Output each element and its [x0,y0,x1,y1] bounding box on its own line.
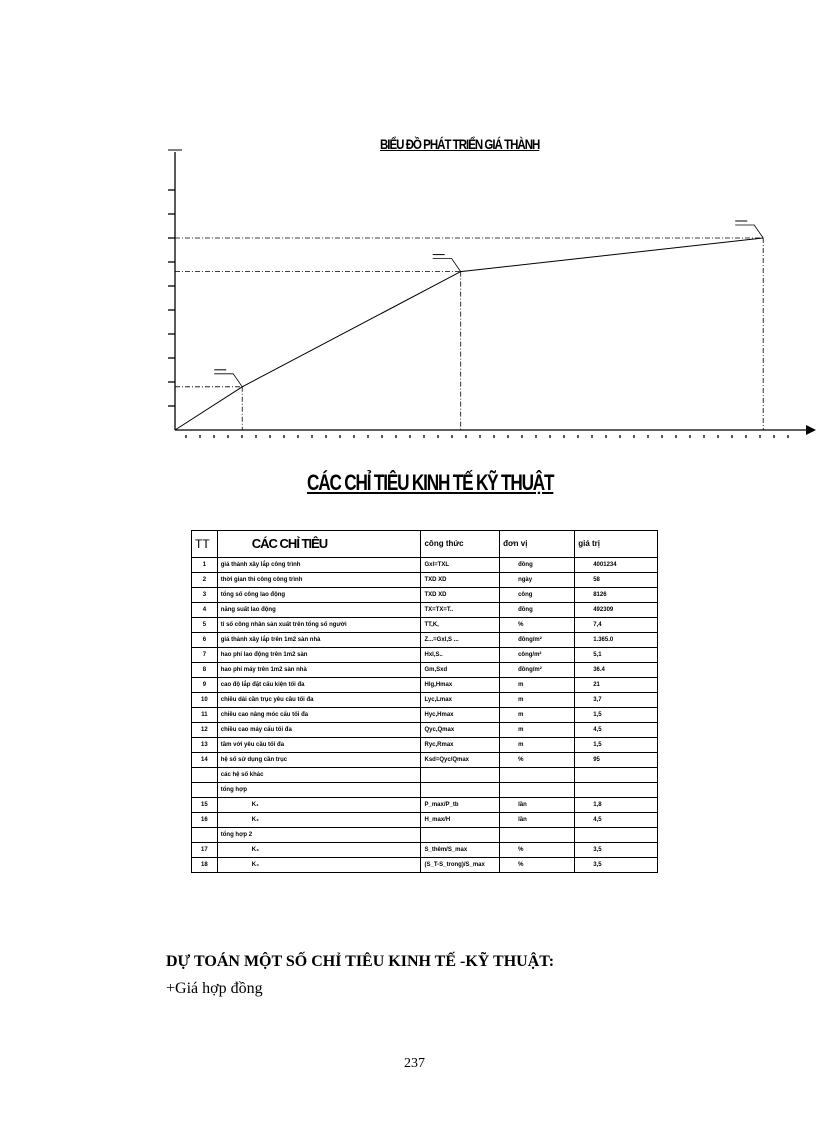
row-tt: 13 [192,738,218,753]
row-value: 3,7 [575,693,658,708]
row-unit: m [500,678,575,693]
row-criteria: thời gian thi công công trình [217,573,421,588]
row-formula: Hyc,Hmax [421,708,500,723]
row-criteria: K₁ [217,798,421,813]
row-unit: công [500,588,575,603]
table-row [192,768,658,783]
row-formula: TXD XD [421,573,500,588]
row-criteria: tầm với yêu cầu tối đa [217,738,421,753]
row-unit [500,828,575,843]
row-tt: 14 [192,753,218,768]
row-tt: 9 [192,678,218,693]
row-unit: lần [500,813,575,828]
header-value: giá trị [575,531,658,558]
table-row [192,648,658,663]
row-formula: Z...=Gxl,S ... [421,633,500,648]
row-value: 4,5 [575,813,658,828]
row-criteria: hao phí lao động trên 1m2 sàn [217,648,421,663]
row-value: 3,5 [575,858,658,873]
row-unit: % [500,753,575,768]
table-row [192,573,658,588]
row-unit: % [500,843,575,858]
row-criteria: K₂ [217,813,421,828]
table-row [192,633,658,648]
point-leader-line [214,374,242,387]
row-formula [421,783,500,798]
table-row [192,753,658,768]
header-criteria: CÁC CHỈ TIÊU [217,531,421,558]
point-leader-line [433,259,461,272]
row-value: 95 [575,753,658,768]
table-row [192,618,658,633]
row-tt: 10 [192,693,218,708]
row-formula: (S_T-S_trong)/S_max [421,858,500,873]
row-unit: % [500,858,575,873]
row-formula [421,828,500,843]
row-criteria: tỉ số công nhân sản xuất trên tổng số người [217,618,421,633]
row-criteria: chiều cao máy cẩu tối đa [217,723,421,738]
table-row [192,603,658,618]
table-row [192,588,658,603]
contract-price-label: +Giá hợp đồng [166,980,263,997]
section-heading: DỰ TOÁN MỘT SỐ CHỈ TIÊU KINH TẾ -KỸ THUẬT: [166,953,555,970]
row-tt: 2 [192,573,218,588]
row-unit [500,768,575,783]
row-tt: 4 [192,603,218,618]
row-formula: Hxl,S.. [421,648,500,663]
table-row [192,813,658,828]
row-value: 36.4 [575,663,658,678]
point-leader-line [735,225,763,238]
row-formula: Qyc,Qmax [421,723,500,738]
row-formula: Hlg,Hmax [421,678,500,693]
row-unit: đồng/m² [500,663,575,678]
row-unit: ngày [500,573,575,588]
row-tt: 3 [192,588,218,603]
series-line [175,238,763,430]
row-criteria: giá thành xây lắp trên 1m2 sàn nhà [217,633,421,648]
row-unit [500,783,575,798]
row-criteria: tổng số công lao động [217,588,421,603]
chart-axes [168,150,816,435]
row-criteria: tổng hợp [217,783,421,798]
row-formula: TX=TX=T.. [421,603,500,618]
table-row [192,678,658,693]
row-criteria: hệ số sử dụng cần trục [217,753,421,768]
row-unit: m [500,708,575,723]
table-row [192,843,658,858]
row-criteria: K₄ [217,858,421,873]
chart-series [175,238,763,430]
row-formula: TT,K, [421,618,500,633]
row-criteria: K₃ [217,843,421,858]
row-criteria: năng suất lao động [217,603,421,618]
row-tt: 5 [192,618,218,633]
row-tt: 12 [192,723,218,738]
row-tt: 8 [192,663,218,678]
row-formula: P_max/P_tb [421,798,500,813]
row-value [575,783,658,798]
row-value: 1,8 [575,798,658,813]
row-criteria: các hệ số khác [217,768,421,783]
row-value: 492309 [575,603,658,618]
indicators-title: CÁC CHỈ TIÊU KINH TẾ KỸ THUẬT [307,470,554,495]
row-formula: Gm,Sxd [421,663,500,678]
cost-development-chart [0,0,816,470]
row-criteria: cao độ lắp đặt cấu kiện tối đa [217,678,421,693]
row-value: 4,5 [575,723,658,738]
table-row [192,708,658,723]
header-tt: TT [192,531,218,558]
row-value [575,828,658,843]
row-tt: 17 [192,843,218,858]
row-tt [192,828,218,843]
row-unit: đồng [500,603,575,618]
row-tt: 16 [192,813,218,828]
row-value: 58 [575,573,658,588]
row-tt: 15 [192,798,218,813]
row-tt: 6 [192,633,218,648]
row-unit: m [500,693,575,708]
table-row [192,693,658,708]
page-number: 237 [404,1056,425,1071]
row-unit: m [500,723,575,738]
indicators-table [191,530,658,873]
row-tt: 1 [192,558,218,573]
table-row [192,798,658,813]
row-criteria: giá thành xây lắp công trình [217,558,421,573]
table-header-row [192,531,658,558]
row-value: 8126 [575,588,658,603]
table-row [192,723,658,738]
row-value: 4001234 [575,558,658,573]
row-criteria: chiều dài cần trục yêu cầu tối đa [217,693,421,708]
row-unit: % [500,618,575,633]
row-tt: 7 [192,648,218,663]
row-unit: đồng/m² [500,633,575,648]
row-formula: TXD XD [421,588,500,603]
header-unit: đơn vị [500,531,575,558]
row-formula [421,768,500,783]
row-value: 1,5 [575,738,658,753]
row-tt: 11 [192,708,218,723]
row-tt: 18 [192,858,218,873]
table-row [192,738,658,753]
chart-ticks [168,190,788,438]
row-formula: S_thêm/S_max [421,843,500,858]
table-row [192,828,658,843]
header-formula: công thức [421,531,500,558]
table-row [192,783,658,798]
row-value [575,768,658,783]
row-formula: Lyc,Lmax [421,693,500,708]
row-criteria: tổng hợp 2 [217,828,421,843]
x-axis-arrow [806,425,816,435]
table-row [192,858,658,873]
row-value: 7,4 [575,618,658,633]
row-value: 1,5 [575,708,658,723]
row-formula: Gxl=TXL [421,558,500,573]
chart-point-markers [214,221,763,387]
indicators-table-body [192,558,658,873]
row-criteria: hao phí máy trên 1m2 sàn nhà [217,663,421,678]
row-formula: H_max/H [421,813,500,828]
table-row [192,558,658,573]
row-tt [192,768,218,783]
row-criteria: chiều cao nâng móc cẩu tối đa [217,708,421,723]
row-tt [192,783,218,798]
row-unit: m [500,738,575,753]
table-row [192,663,658,678]
row-formula: Ksd=Qyc/Qmax [421,753,500,768]
row-unit: lần [500,798,575,813]
row-unit: đồng [500,558,575,573]
chart-guide-lines [175,238,763,430]
row-value: 3,5 [575,843,658,858]
row-value: 1.365.0 [575,633,658,648]
chart-title: BIỂU ĐỒ PHÁT TRIỂN GIÁ THÀNH [380,136,540,152]
row-unit: công/m² [500,648,575,663]
row-formula: Ryc,Rmax [421,738,500,753]
row-value: 21 [575,678,658,693]
row-value: 5,1 [575,648,658,663]
